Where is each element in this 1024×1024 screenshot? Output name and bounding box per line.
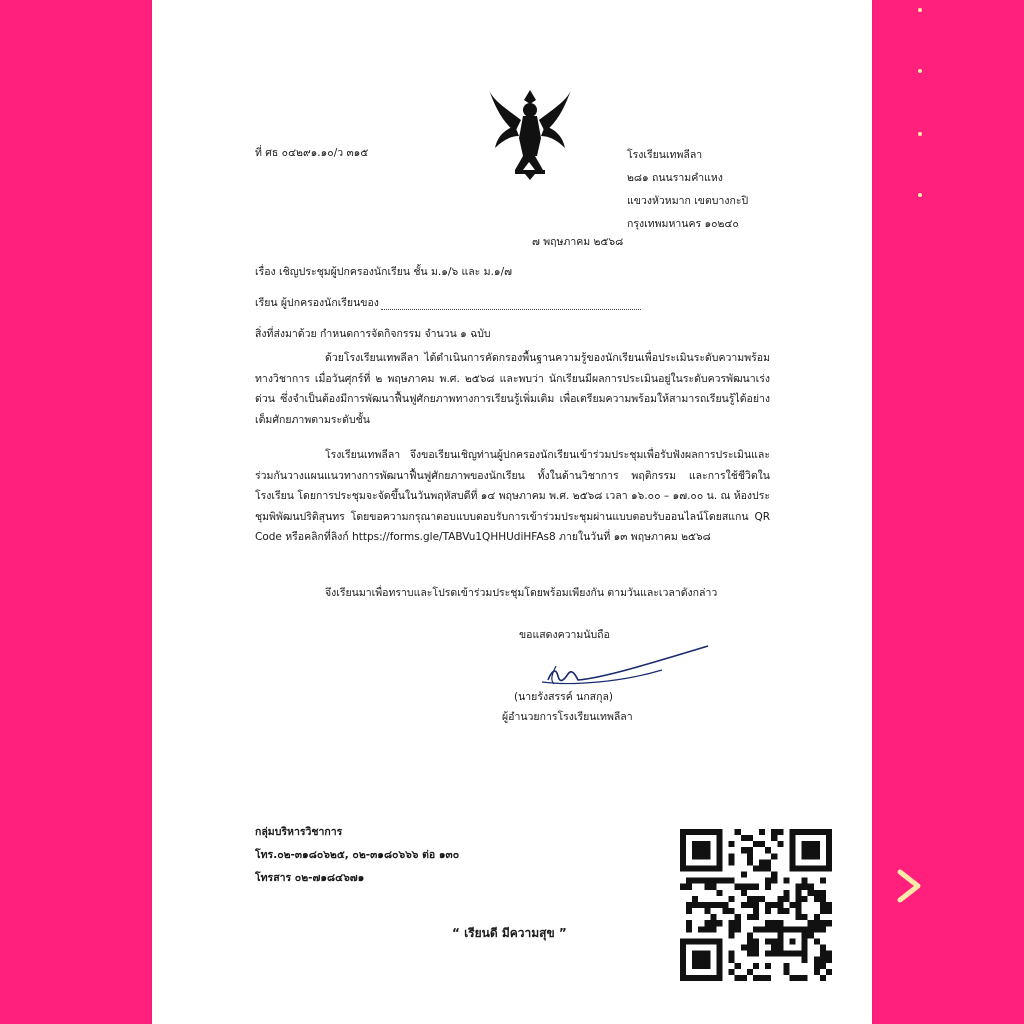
decor-dot-3 xyxy=(918,132,922,136)
recipient-text: เรียน ผู้ปกครองนักเรียนของ xyxy=(255,297,379,309)
garuda-emblem-icon xyxy=(485,86,575,180)
paragraph-text: โรงเรียนเทพลีลา จึงขอเรียนเชิญท่านผู้ปกครองนักเรียนเข้าร่วมประชุมเพื่อรับฟังผลการประเมินและร่วมกันวางแผนแนวทางการพัฒนาฟื้นฟูศักยภาพของนักเรียน ทั้งในด้านวิชาการ พฤติกรรม และการใช้ชีวิตในโรงเรียน โดยการประชุมจะจัดขึ้นในวันพฤหัสบดีที่ ๑๔ พฤษภาคม พ.ศ. ๒๕๖๘ เวลา ๑๖.๐๐ – ๑๗.๐๐ น. ณ ห้องประชุมพิพัฒนปริติสุนทร โดยขอความกรุณาตอบแบบตอบรับการเข้าร่วมประชุมผ่านแบบตอบรับออนไลน์โดยสแกน QR Code หรือคลิกที่ลิงก์ https://forms.gle/TABVu1QHHUdiHFAs8 ภายในวันที่ ๑๓ พฤษภาคม ๒๕๖๘ xyxy=(255,449,770,543)
decor-dot-1 xyxy=(918,8,922,12)
paragraph-text: จึงเรียนมาเพื่อทราบและโปรดเข้าร่วมประชุมโดยพร้อมเพียงกัน ตามวันและเวลาดังกล่าว xyxy=(325,587,718,599)
subject-line: เรื่อง เชิญประชุมผู้ปกครองนักเรียน ชั้น ม.๑/๖ และ ม.๑/๗ xyxy=(255,266,512,278)
signer-title: ผู้อำนวยการโรงเรียนเทพลีลา xyxy=(502,711,633,723)
address-line: แขวงหัวหมาก เขตบางกะปิ xyxy=(627,195,749,207)
enclosure-line: สิ่งที่ส่งมาด้วย กำหนดการจัดกิจกรรม จำนวน ๑ ฉบับ xyxy=(255,328,491,340)
school-address xyxy=(627,144,748,236)
fill-in-blank xyxy=(381,299,641,310)
document-page xyxy=(152,0,872,1024)
handwritten-signature xyxy=(512,640,712,690)
phone-line: โทร.๐๒-๓๑๘๐๖๒๕, ๐๒-๓๑๘๐๖๖๖ ต่อ ๑๓๐ xyxy=(255,849,460,861)
paragraph-text: ด้วยโรงเรียนเทพลีลา ได้ดำเนินการคัดกรองพื้นฐานความรู้ของนักเรียนเพื่อประเมินระดับความพร้อมทางวิชาการ เมื่อวันศุกร์ที่ ๒ พฤษภาคม พ.ศ. ๒๕๖๘ และพบว่า นักเรียนมีผลการประเมินอยู่ในระดับควรพัฒนาเร่งด่วน ซึ่งจำเป็นต้องมีการพัฒนาฟื้นฟูศักยภาพทางการเรียนรู้เพิ่มเติม เพื่อเตรียมความพร้อมให้สามารถเรียนรู้ได้อย่างเต็มศักยภาพตามระดับชั้น xyxy=(255,352,770,426)
fax-line: โทรสาร ๐๒-๗๑๘๔๖๗๑ xyxy=(255,872,365,884)
body-paragraph-3 xyxy=(255,583,770,604)
letter-date: ๗ พฤษภาคม ๒๕๖๘ xyxy=(532,236,624,248)
department-name: กลุ่มบริหารวิชาการ xyxy=(255,826,343,838)
closing-salutation: ขอแสดงความนับถือ xyxy=(519,629,610,641)
qr-code[interactable] xyxy=(680,829,832,981)
body-paragraph-1 xyxy=(255,348,770,430)
department-contact xyxy=(255,821,459,890)
body-paragraph-2 xyxy=(255,445,770,548)
address-line: กรุงเทพมหานคร ๑๐๒๔๐ xyxy=(627,218,739,230)
address-line: โรงเรียนเทพลีลา xyxy=(627,149,703,161)
address-line: ๒๘๑ ถนนรามคำแหง xyxy=(627,172,723,184)
decor-dot-4 xyxy=(918,193,922,197)
reference-number: ที่ ศธ ๐๔๒๙๑.๑๐/ว ๓๑๕ xyxy=(255,147,369,159)
qr-code-icon xyxy=(680,829,832,981)
decor-dot-2 xyxy=(918,69,922,73)
school-motto: “ เรียนดี มีความสุข ” xyxy=(452,926,567,940)
next-slide-button[interactable] xyxy=(892,866,928,906)
chevron-right-icon xyxy=(892,866,928,906)
letter xyxy=(152,0,872,1024)
recipient-line xyxy=(255,296,641,310)
signer-name: (นายรังสรรค์ นกสกุล) xyxy=(514,691,613,703)
